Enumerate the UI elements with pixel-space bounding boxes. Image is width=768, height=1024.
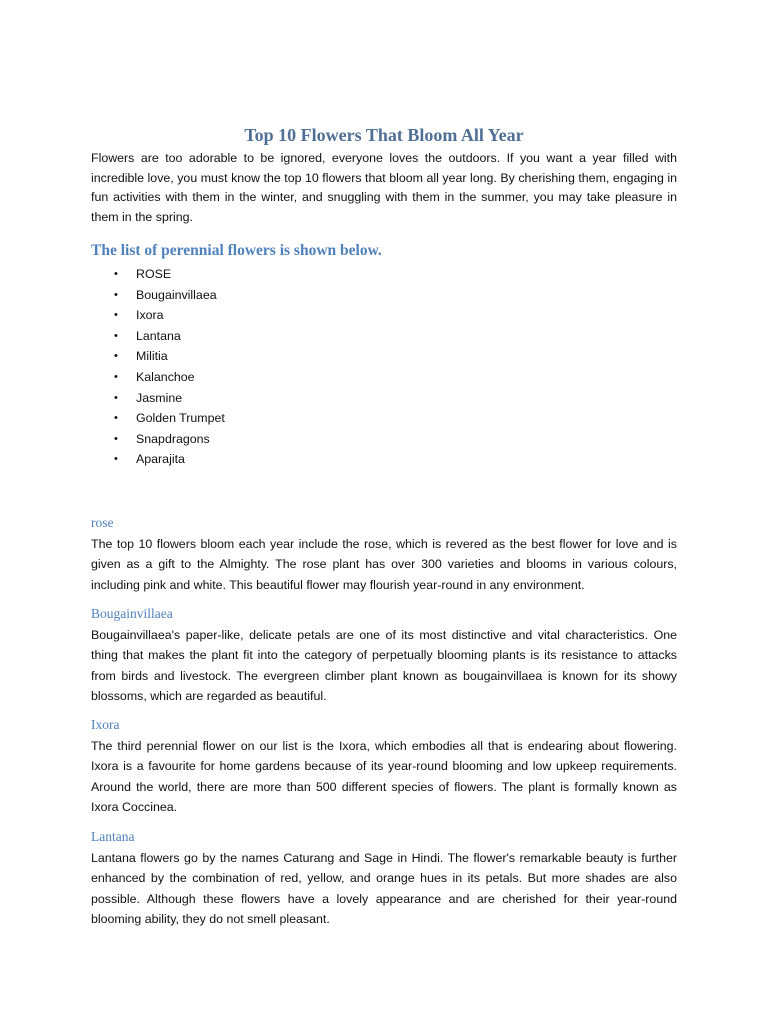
list-item-label: Golden Trumpet (136, 411, 225, 426)
list-item-label: Bougainvillaea (136, 287, 217, 302)
list-item-label: Jasmine (136, 390, 183, 405)
section-heading: Ixora (91, 717, 120, 732)
list-item-label: Lantana (136, 328, 181, 343)
list-item (91, 367, 225, 388)
list-item (91, 326, 225, 347)
list-item (91, 408, 225, 429)
bullet-icon: • (114, 329, 118, 342)
section-body: Lantana flowers go by the names Caturang and Sage in Hindi. The flower's remarkable beauty is further enhanced by the combination of red, yellow, and orange hues in its petals. But more shades are also possible. Although these flowers have a lovely appearance and are cherished for their year-round blooming ability, they do not smell pleasant. (91, 851, 677, 926)
section-bougainvillaea (91, 605, 677, 706)
list-item (91, 305, 225, 326)
section-ixora (91, 716, 677, 817)
section-body: The third perennial flower on our list is the Ixora, which embodies all that is endearing about flowering. Ixora is a favourite for home gardens because of its year-round blooming and low upkeep requirements. Around the world, there are more than 500 different species of flowers. The plant is formally known as Ixora Coccinea. (91, 739, 677, 814)
list-item (91, 285, 225, 306)
list-item-label: Militia (136, 349, 168, 364)
bullet-icon: • (114, 268, 118, 280)
list-item (91, 449, 225, 470)
bullet-icon: • (114, 432, 118, 445)
list-item-label: ROSE (136, 267, 172, 281)
intro-paragraph: Flowers are too adorable to be ignored, everyone loves the outdoors. If you want a year filled with incredible love, you must know the top 10 flowers that bloom all year long. By cherishing them, engaging in fun activities with them in the winter, and snuggling with them in the summer, you may take pleasure in them in the spring. (91, 151, 677, 224)
bullet-icon: • (114, 412, 118, 425)
list-item (91, 264, 225, 285)
bullet-icon: • (114, 370, 118, 383)
flower-list (91, 264, 225, 470)
list-item-label: Aparajita (136, 452, 185, 467)
bullet-icon: • (114, 350, 118, 363)
section-body: The top 10 flowers bloom each year include the rose, which is revered as the best flower for love and is given as a gift to the Almighty. The rose plant has over 300 varieties and blooms in various colours, including pink and white. This beautiful flower may flourish year-round in any environment. (91, 537, 677, 592)
page-title: Top 10 Flowers That Bloom All Year (244, 125, 524, 145)
list-item (91, 388, 225, 409)
list-item (91, 429, 225, 450)
list-item-label: Kalanchoe (136, 369, 195, 384)
section-heading: Bougainvillaea (91, 606, 173, 621)
list-item-label: Snapdragons (136, 431, 210, 446)
bullet-icon: • (114, 453, 118, 466)
list-heading: The list of perennial flowers is shown below. (91, 242, 382, 259)
bullet-icon: • (114, 391, 118, 404)
section-heading: Lantana (91, 829, 135, 844)
list-item (91, 346, 225, 367)
bullet-icon: • (114, 309, 118, 322)
section-body: Bougainvillaea's paper-like, delicate petals are one of its most distinctive and vital characteristics. One thing that makes the plant fit into the category of perpetually blooming plants is its resistance to attacks from birds and livestock. The evergreen climber plant known as bougainvillaea is known for its showy blossoms, which are regarded as beautiful. (91, 628, 677, 703)
section-rose (91, 514, 677, 595)
list-item-label: Ixora (136, 308, 164, 323)
section-heading: rose (91, 515, 114, 530)
bullet-icon: • (114, 288, 118, 301)
section-lantana (91, 828, 677, 929)
